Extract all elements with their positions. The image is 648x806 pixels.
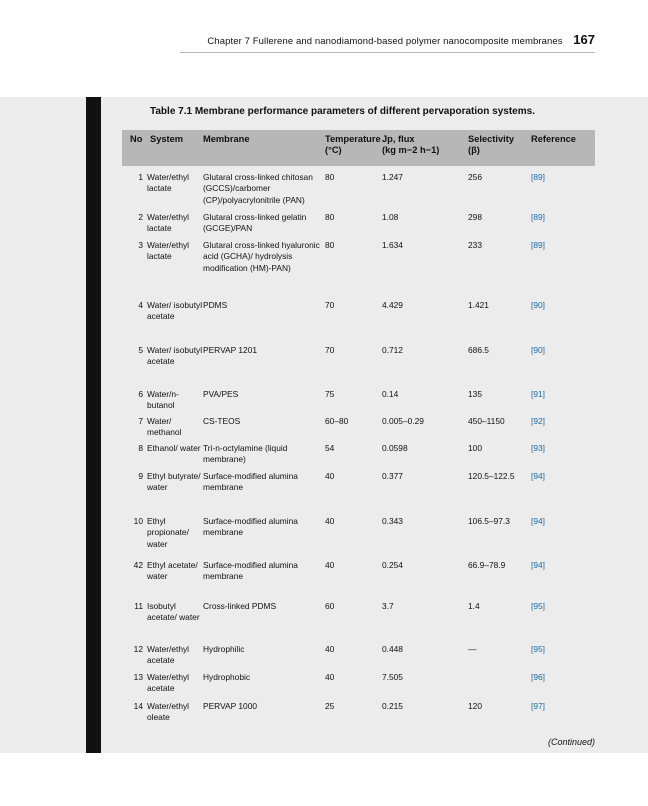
cell-membrane: CS-TEOS (203, 416, 241, 426)
cell-selectivity: 450–1150 (468, 416, 505, 426)
cell-membrane: PERVAP 1201 (203, 345, 258, 355)
cell-system: Water/ isobutyl acetate (147, 345, 203, 367)
cell-flux: 0.0598 (382, 443, 408, 453)
cell-no: 6 (138, 389, 143, 399)
cell-flux: 0.005–0.29 (382, 416, 424, 426)
cell-selectivity: 1.4 (468, 601, 480, 611)
cell-flux: 0.14 (382, 389, 399, 399)
cell-flux: 1.247 (382, 172, 403, 182)
cell-membrane: Hydrophobic (203, 672, 251, 682)
header-reference: Reference (531, 134, 576, 144)
page-number: 167 (573, 32, 595, 47)
cell-system: Water/ isobutyl acetate (147, 300, 203, 322)
table-row (122, 601, 595, 624)
cell-temperature: 70 (325, 345, 335, 355)
cell-no: 14 (133, 701, 143, 711)
cell-reference[interactable]: [91] (531, 389, 545, 399)
cell-no: 4 (138, 300, 143, 310)
cell-temperature: 40 (325, 516, 335, 526)
cell-temperature: 60 (325, 601, 335, 611)
cell-system: Ethyl butyrate/ water (147, 471, 201, 493)
cell-reference[interactable]: [90] (531, 300, 545, 310)
cell-reference[interactable]: [97] (531, 701, 545, 711)
cell-system: Ethyl acetate/ water (147, 560, 198, 582)
cell-system: Water/ethyl lactate (147, 212, 190, 234)
cell-system: Ethyl propionate/ water (147, 516, 189, 549)
cell-temperature: 40 (325, 560, 335, 570)
cell-reference[interactable]: [93] (531, 443, 545, 453)
header-no: No (130, 134, 143, 144)
cell-membrane: Surface-modified alumina membrane (203, 516, 298, 538)
cell-system: Water/n-butanol (147, 389, 179, 411)
header-flux-label: Jp, flux (382, 134, 415, 144)
cell-system: Water/ethyl acetate (147, 644, 190, 666)
table-row (122, 212, 595, 235)
cell-system: Water/ methanol (147, 416, 182, 438)
header-rule (180, 52, 595, 53)
cell-selectivity: 66.9–78.9 (468, 560, 506, 570)
cell-system: Ethanol/ water (147, 443, 201, 453)
cell-flux: 1.634 (382, 240, 403, 250)
header-temperature-label: Temperature (325, 134, 381, 144)
cell-membrane: Cross-linked PDMS (203, 601, 277, 611)
cell-temperature: 75 (325, 389, 335, 399)
header-temperature-unit: (°C) (325, 145, 342, 156)
cell-no: 2 (138, 212, 143, 222)
cell-temperature: 40 (325, 644, 335, 654)
cell-temperature: 54 (325, 443, 335, 453)
header-flux-unit: (kg m−2 h−1) (382, 145, 440, 156)
header-system: System (150, 134, 184, 144)
cell-no: 42 (133, 560, 143, 570)
cell-reference[interactable]: [95] (531, 601, 545, 611)
cell-temperature: 80 (325, 172, 335, 182)
side-bar (86, 97, 101, 753)
cell-system: Water/ethyl oleate (147, 701, 190, 723)
table-header (122, 130, 595, 166)
cell-reference[interactable]: [96] (531, 672, 545, 682)
cell-membrane: Tri-n-octylamine (liquid membrane) (203, 443, 288, 465)
cell-system: Water/ethyl lactate (147, 240, 190, 262)
cell-no: 7 (138, 416, 143, 426)
header-temperature (325, 134, 382, 157)
data-table (122, 130, 595, 806)
cell-no: 13 (133, 672, 143, 682)
chapter-title: Chapter 7 Fullerene and nanodiamond-based polymer nanocomposite membranes (207, 36, 563, 47)
cell-no: 12 (133, 644, 143, 654)
header-selectivity-label: Selectivity (468, 134, 514, 144)
table-body (122, 166, 595, 806)
table-caption: Table 7.1 Membrane performance parameters of different pervaporation systems. (150, 106, 535, 117)
cell-flux: 0.377 (382, 471, 403, 481)
table-row (122, 416, 595, 439)
running-head (0, 32, 595, 47)
cell-temperature: 40 (325, 672, 335, 682)
table-row (122, 560, 595, 583)
cell-selectivity: 120.5–122.5 (468, 471, 515, 481)
cell-flux: 0.448 (382, 644, 403, 654)
cell-membrane: Glutaral cross-linked chitosan (GCCS)/carbomer (CP)/polyacrylonitrile (PAN) (203, 172, 313, 205)
cell-flux: 7.505 (382, 672, 403, 682)
cell-reference[interactable]: [94] (531, 516, 545, 526)
cell-selectivity: 233 (468, 240, 482, 250)
cell-system: Isobutyl acetate/ water (147, 601, 200, 623)
cell-membrane: Glutaral cross-linked gelatin (GCGE)/PAN (203, 212, 307, 234)
table-row (122, 644, 595, 667)
cell-reference[interactable]: [90] (531, 345, 545, 355)
cell-membrane: Hydrophilic (203, 644, 245, 654)
cell-no: 3 (138, 240, 143, 250)
cell-reference[interactable]: [94] (531, 471, 545, 481)
cell-selectivity: 256 (468, 172, 482, 182)
table-block (0, 97, 648, 753)
cell-reference[interactable]: [94] (531, 560, 545, 570)
cell-temperature: 60–80 (325, 416, 349, 426)
cell-selectivity: 100 (468, 443, 482, 453)
table-row (122, 672, 595, 695)
cell-reference[interactable]: [89] (531, 172, 545, 182)
table-row (122, 240, 595, 274)
table-row (122, 300, 595, 323)
header-selectivity (468, 134, 531, 157)
cell-flux: 0.254 (382, 560, 403, 570)
cell-selectivity: 106.5–97.3 (468, 516, 510, 526)
cell-membrane: PDMS (203, 300, 228, 310)
cell-membrane: Glutaral cross-linked hyaluronic acid (GCHA)/ hydrolysis modification (HM)-PAN) (203, 240, 320, 273)
cell-system: Water/ethyl lactate (147, 172, 190, 194)
cell-no: 9 (138, 471, 143, 481)
table-row (122, 172, 595, 206)
cell-membrane: Surface-modified alumina membrane (203, 471, 298, 493)
cell-no: 1 (138, 172, 143, 182)
cell-temperature: 80 (325, 240, 335, 250)
table-row (122, 443, 595, 466)
table-row (122, 389, 595, 412)
continued-label: (Continued) (547, 737, 595, 747)
cell-membrane: PERVAP 1000 (203, 701, 258, 711)
cell-no: 11 (134, 601, 143, 611)
table-row (122, 516, 595, 550)
cell-no: 8 (138, 443, 143, 453)
cell-reference[interactable]: [89] (531, 240, 545, 250)
cell-selectivity: — (468, 644, 477, 654)
header-selectivity-unit: (β) (468, 145, 480, 156)
cell-temperature: 40 (325, 471, 335, 481)
cell-reference[interactable]: [89] (531, 212, 545, 222)
cell-selectivity: 298 (468, 212, 482, 222)
cell-selectivity: 120 (468, 701, 482, 711)
cell-reference[interactable]: [95] (531, 644, 545, 654)
cell-flux: 0.712 (382, 345, 403, 355)
table-row (122, 345, 595, 368)
cell-temperature: 70 (325, 300, 335, 310)
cell-membrane: PVA/PES (203, 389, 239, 399)
cell-membrane: Surface-modified alumina membrane (203, 560, 298, 582)
table-row (122, 471, 595, 494)
cell-selectivity (468, 672, 531, 695)
cell-selectivity: 686.5 (468, 345, 489, 355)
cell-reference[interactable]: [92] (531, 416, 545, 426)
table-row (122, 701, 595, 724)
cell-flux: 4.429 (382, 300, 403, 310)
cell-flux: 0.215 (382, 701, 403, 711)
cell-flux: 0.343 (382, 516, 403, 526)
header-membrane: Membrane (203, 134, 250, 144)
cell-no: 10 (133, 516, 143, 526)
cell-selectivity: 1.421 (468, 300, 489, 310)
cell-temperature: 25 (325, 701, 335, 711)
cell-selectivity: 135 (468, 389, 482, 399)
header-flux (382, 134, 468, 157)
cell-no: 5 (138, 345, 143, 355)
cell-system: Water/ethyl acetate (147, 672, 190, 694)
cell-temperature: 80 (325, 212, 335, 222)
cell-flux: 3.7 (382, 601, 394, 611)
cell-flux: 1.08 (382, 212, 399, 222)
